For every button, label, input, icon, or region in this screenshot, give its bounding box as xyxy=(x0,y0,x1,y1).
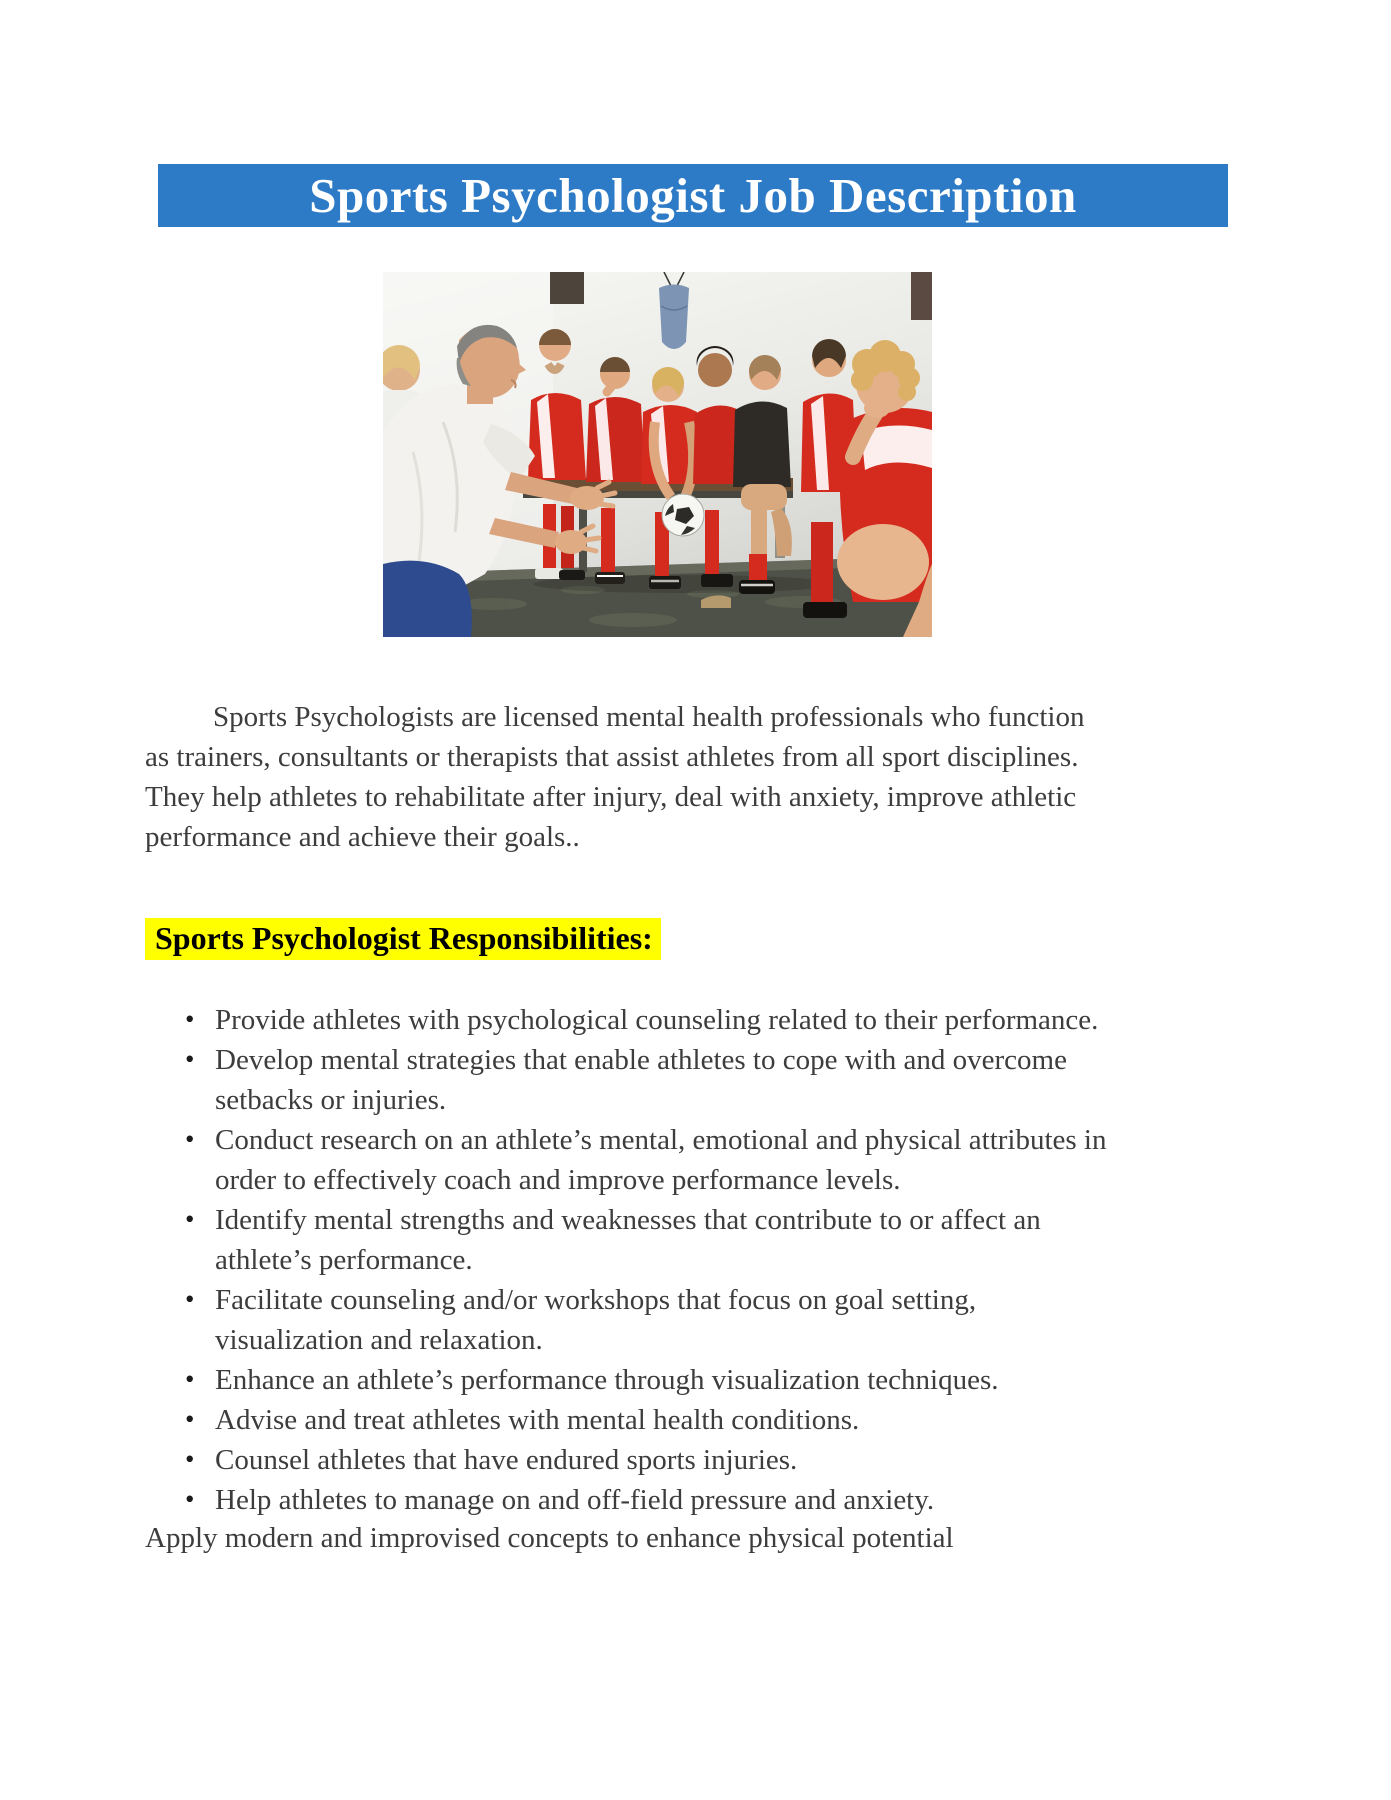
list-item xyxy=(145,1040,1135,1120)
list-item xyxy=(145,1480,1135,1520)
list-item-line: Provide athletes with psychological counseling related to their performance. xyxy=(215,1004,1099,1036)
team-photo-illustration xyxy=(383,272,932,637)
list-item-line: Identify mental strengths and weaknesses that contribute to or affect an xyxy=(215,1204,1041,1236)
list-item-line: Help athletes to manage on and off-field pressure and anxiety. xyxy=(215,1484,935,1516)
intro-line: as trainers, consultants or therapists that assist athletes from all sport disciplines. xyxy=(145,741,1079,773)
door-frame-left xyxy=(550,272,584,304)
yellow-highlight: Sports Psychologist Responsibilities: xyxy=(145,918,661,960)
responsibilities-heading xyxy=(145,915,661,961)
list-item-line: setbacks or injuries. xyxy=(215,1084,447,1116)
bullet-icon: • xyxy=(185,1044,195,1074)
title-banner xyxy=(158,164,1228,227)
bullet-icon: • xyxy=(185,1124,195,1154)
intro-line: Sports Psychologists are licensed mental health professionals who function xyxy=(213,701,1085,733)
list-item-line: Enhance an athlete’s performance through visualization techniques. xyxy=(215,1364,999,1396)
intro-line: performance and achieve their goals.. xyxy=(145,821,580,853)
list-item xyxy=(145,1400,1135,1440)
list-item-line: visualization and relaxation. xyxy=(215,1324,543,1356)
list-item xyxy=(145,1280,1135,1360)
soccer-ball xyxy=(662,494,704,536)
bullet-icon: • xyxy=(185,1404,195,1434)
list-item-line: Counsel athletes that have endured sports injuries. xyxy=(215,1444,798,1476)
bullet-icon: • xyxy=(185,1484,195,1514)
bullet-icon: • xyxy=(185,1004,195,1034)
intro-paragraph xyxy=(145,697,1145,857)
document-title: Sports Psychologist Job Description xyxy=(309,168,1077,223)
closing-line: Apply modern and improvised concepts to enhance physical potential xyxy=(145,1522,954,1554)
list-item-line: Facilitate counseling and/or workshops that focus on goal setting, xyxy=(215,1284,977,1316)
bullet-icon: • xyxy=(185,1444,195,1474)
list-item xyxy=(145,1440,1135,1480)
list-item-line: order to effectively coach and improve performance levels. xyxy=(215,1164,901,1196)
list-item xyxy=(145,1120,1135,1200)
list-item-line: athlete’s performance. xyxy=(215,1244,473,1276)
bullet-icon: • xyxy=(185,1364,195,1394)
list-item xyxy=(145,1200,1135,1280)
list-item-line: Advise and treat athletes with mental health conditions. xyxy=(215,1404,860,1436)
list-item-line: Conduct research on an athlete’s mental, emotional and physical attributes in xyxy=(215,1124,1107,1156)
bullet-icon: • xyxy=(185,1284,195,1314)
list-item-line: Develop mental strategies that enable athletes to cope with and overcome xyxy=(215,1044,1067,1076)
list-item xyxy=(145,1360,1135,1400)
responsibilities-list xyxy=(145,1000,1135,1520)
team-photo xyxy=(383,272,932,637)
door-frame-right xyxy=(911,272,932,320)
bullet-icon: • xyxy=(185,1204,195,1234)
intro-line: They help athletes to rehabilitate after injury, deal with anxiety, improve athletic xyxy=(145,781,1077,813)
list-item xyxy=(145,1000,1135,1040)
